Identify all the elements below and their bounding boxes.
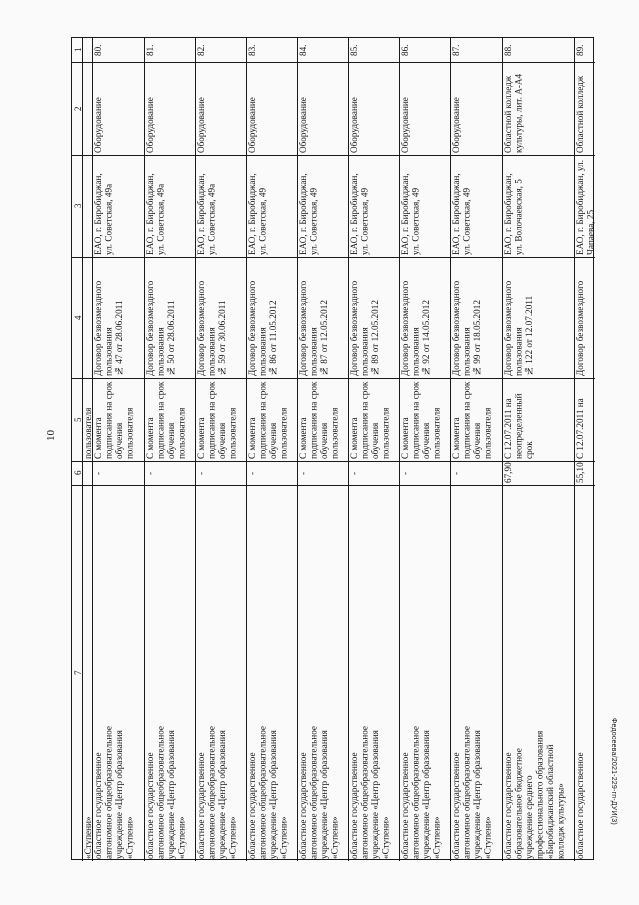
row-num-cell: 84. — [298, 44, 308, 56]
row-term-cell: С момента подписания на срок обучения пользователя — [247, 381, 289, 459]
row-doc-cell: Договор безвозмездного пользования № 59 от 30.06.2011 — [196, 280, 227, 376]
row-num-cell: 89. — [575, 44, 585, 56]
row-value-cell: 67,90 — [503, 462, 513, 483]
row-value-cell: - — [196, 471, 206, 475]
row-name-cell: Оборудование — [349, 97, 359, 153]
header-cell-5: 5 — [73, 417, 83, 422]
row-holder-cell: областное государственное автономное общеобразовательное учреждение «Центр образования «Ступени» — [93, 726, 135, 859]
row-num-cell: 81. — [145, 44, 155, 56]
row-term-cell: С момента подписания на срок обучения пользователя — [196, 381, 238, 459]
row-holder-cell: областное государственное автономное общеобразовательное учреждение «Центр образования «Ступени» — [349, 726, 391, 859]
row-holder-cell: областное государственное автономное общеобразовательное учреждение «Центр образования «Ступени» — [145, 726, 187, 859]
row-holder-cell: областное государственное автономное общеобразовательное учреждение «Центр образования «Ступени» — [451, 726, 493, 859]
row-num-cell: 82. — [196, 44, 206, 56]
row-doc-cell: Договор безвозмездного пользования № 87 от 12.05.2012 — [298, 280, 329, 376]
property-table — [71, 37, 594, 860]
row-value-cell: 55,10 — [575, 462, 585, 483]
row-address-cell: ЕАО, г. Биробиджан, ул. Советская, 49 — [400, 173, 421, 255]
row-name-cell: Оборудование — [298, 97, 308, 153]
row-value-cell: - — [298, 471, 308, 475]
row-holder-cell: областное государственное автономное общеобразовательное учреждение «Центр образования «Ступени» — [247, 726, 289, 859]
row-name-cell: Оборудование — [400, 97, 410, 153]
row-value-cell: - — [400, 471, 410, 475]
row-doc-cell: Договор безвозмездного — [575, 280, 585, 376]
row-name-cell: Оборудование — [247, 97, 257, 153]
row-term-cell: С момента подписания на срок обучения пользователя — [145, 381, 187, 459]
row-num-cell: 80. — [93, 44, 103, 56]
row-term-cell: С момента подписания на срок обучения пользователя — [298, 381, 340, 459]
row-doc-cell: Договор безвозмездного пользования № 99 от 18.05.2012 — [451, 280, 482, 376]
row-num-cell: 86. — [400, 44, 410, 56]
row-address-cell: ЕАО, г. Биробиджан, ул. Советская, 49а — [93, 173, 114, 255]
row-term-cell: С момента подписания на срок обучения пользователя — [349, 381, 391, 459]
row-address-cell: ЕАО, г. Биробиджан, ул. Советская, 49а — [196, 173, 217, 255]
row-term-cell: С момента подписания на срок обучения пользователя — [400, 381, 442, 459]
header-cell-2: 2 — [73, 106, 83, 111]
row-num-cell: 87. — [451, 44, 461, 56]
row-address-cell: ЕАО, г. Биробиджан, ул. Советская, 49 — [298, 173, 319, 255]
row-value-cell: - — [349, 471, 359, 475]
row-name-cell: Оборудование — [145, 97, 155, 153]
row-term-cell: С момента подписания на срок обучения пользователя — [451, 381, 493, 459]
row-doc-cell: Договор безвозмездного пользования № 86 от 11.05.2012 — [247, 280, 278, 376]
row-term-cell: С 12.07.2011 на неопределенный срок — [503, 393, 534, 459]
continuation-term-cell: пользователя — [83, 407, 93, 459]
row-doc-cell: Договор безвозмездного пользования № 122 от 12.07.2011 — [503, 280, 534, 376]
row-name-cell: Областной колледж культуры, лит. А-А4 — [503, 73, 524, 153]
row-address-cell: ЕАО, г. Биробиджан, ул. Советская, 49 — [247, 173, 268, 255]
row-name-cell: Оборудование — [451, 97, 461, 153]
row-holder-cell: областное государственное образовательное бюджетное учреждение среднего профессионального образования «Биробиджанский областной колледж культуры» — [503, 730, 566, 859]
row-doc-cell: Договор безвозмездного пользования № 47 от 28.06.2011 — [93, 280, 124, 376]
row-name-cell: Оборудование — [93, 97, 103, 153]
page-number: 10 — [45, 430, 57, 441]
header-cell-1: 1 — [73, 47, 83, 53]
row-address-cell: ЕАО, г. Биробиджан, ул. Советская, 49 — [349, 173, 370, 255]
row-address-cell: ЕАО, г. Биробиджан, ул. Чапаева, 25 — [575, 160, 596, 255]
row-doc-cell: Договор безвозмездного пользования № 92 от 14.05.2012 — [400, 280, 431, 376]
row-num-cell: 88. — [503, 44, 513, 56]
row-name-cell: Оборудование — [196, 97, 206, 153]
header-cell-3: 3 — [73, 203, 83, 209]
row-num-cell: 85. — [349, 44, 359, 56]
row-address-cell: ЕАО, г. Биробиджан, ул. Советская, 49а — [145, 173, 166, 255]
row-address-cell: ЕАО, г. Биробиджан, ул. Советская, 49 — [451, 173, 472, 255]
row-value-cell: - — [451, 471, 461, 475]
row-term-cell: С момента подписания на срок обучения пользователя — [93, 381, 135, 459]
row-value-cell: - — [247, 471, 257, 475]
row-value-cell: - — [93, 471, 103, 475]
header-cell-6: 6 — [73, 470, 83, 476]
continuation-holder-cell: «Ступени» — [83, 816, 93, 859]
row-term-cell: С 12.07.2011 на — [575, 398, 585, 459]
header-cell-7: 7 — [73, 670, 83, 676]
header-cell-4: 4 — [73, 315, 83, 320]
row-holder-cell: областное государственное автономное общеобразовательное учреждение «Центр образования «Ступени» — [298, 726, 340, 859]
document-footer-code: Федосеева/2021-229-гп-ДУИ(3) — [610, 717, 617, 825]
row-holder-cell: областное государственное автономное общеобразовательное учреждение «Центр образования «Ступени» — [400, 726, 442, 859]
row-address-cell: ЕАО, г. Биробиджан, ул. Волочаевская, 5 — [503, 173, 524, 255]
row-holder-cell: областное государственное автономное общеобразовательное учреждение «Центр образования «Ступени» — [196, 726, 238, 859]
row-value-cell: - — [145, 471, 155, 475]
row-doc-cell: Договор безвозмездного пользования № 50 от 28.06.2011 — [145, 280, 176, 376]
row-doc-cell: Договор безвозмездного пользования № 89 от 12.05.2012 — [349, 280, 380, 376]
row-holder-cell: областное государственное — [575, 752, 585, 859]
row-name-cell: Областной колледж — [575, 75, 585, 153]
row-num-cell: 83. — [247, 44, 257, 56]
